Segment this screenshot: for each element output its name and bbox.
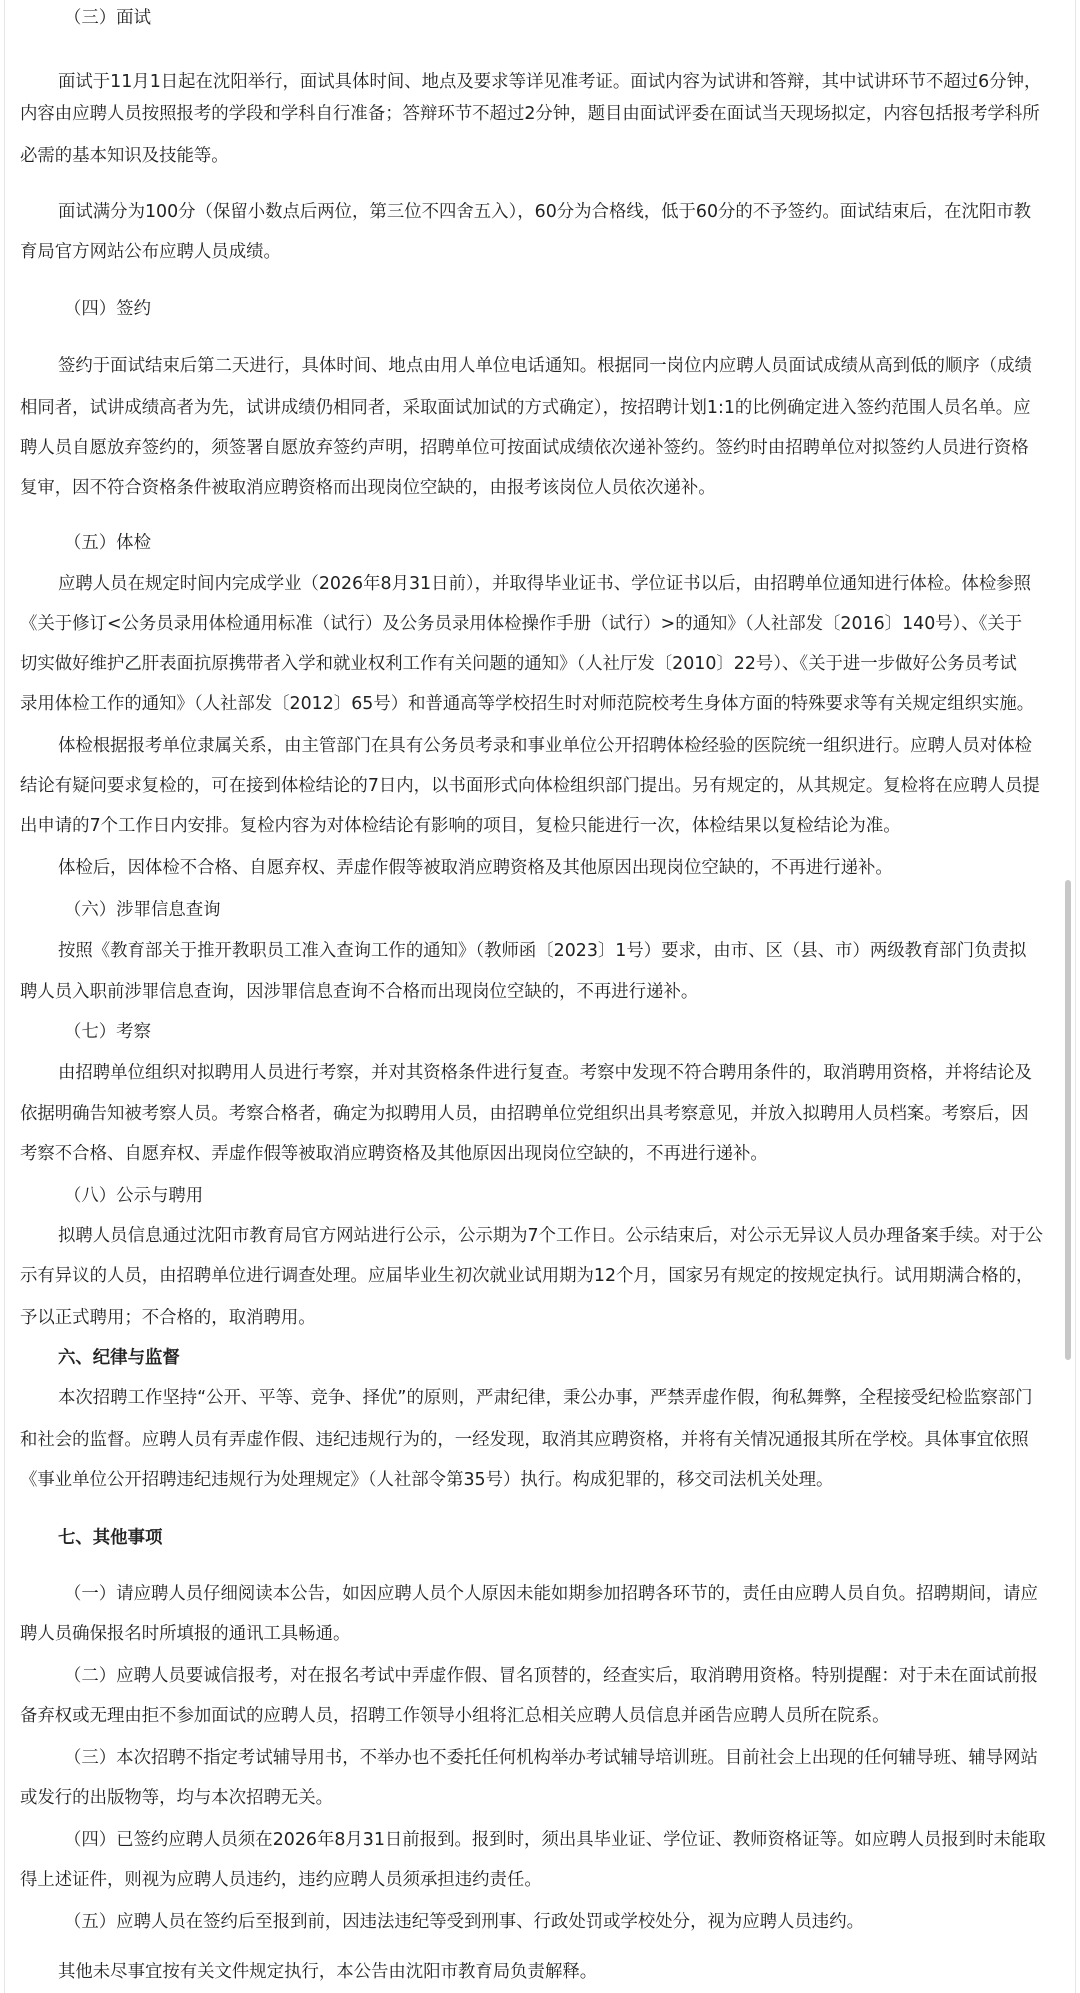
text-line: 复审，因不符合资格条件被取消应聘资格而出现岗位空缺的，由报考该岗位人员依次递补。 [20,478,716,498]
text-line: （一）请应聘人员仔细阅读本公告，如因应聘人员个人原因未能如期参加招聘各环节的，责任由应聘人员自负。招聘期间，请应 [64,1584,1038,1604]
text-line: 育局官方网站公布应聘人员成绩。 [20,242,281,262]
text-line: 予以正式聘用；不合格的，取消聘用。 [20,1308,316,1328]
text-line: （五）应聘人员在签约后至报到前，因违法违纪等受到刑事、行政处罚或学校处分，视为应聘人员违约。 [64,1912,864,1932]
text-line: 切实做好维护乙肝表面抗原携带者入学和就业权利工作有关问题的通知》（人社厅发〔2010〕22号）、《关于进一步做好公务员考试 [20,654,1017,674]
text-line: 体检根据报考单位隶属关系，由主管部门在具有公务员考录和事业单位公开招聘体检经验的医院统一组织进行。应聘人员对体检 [58,736,1032,756]
text-line: 结论有疑问要求复检的，可在接到体检结论的7日内，以书面形式向体检组织部门提出。另有规定的，从其规定。复检将在应聘人员提 [20,776,1040,796]
text-line: （四）已签约应聘人员须在2026年8月31日前报到。报到时，须出具毕业证、学位证、教师资格证等。如应聘人员报到时未能取 [64,1830,1046,1850]
heading-crime-check: （六）涉罪信息查询 [64,900,221,920]
heading-medical-exam: （五）体检 [64,533,151,553]
text-line: 应聘人员在规定时间内完成学业（2026年8月31日前），并取得毕业证书、学位证书以后，由招聘单位通知进行体检。体检参照 [58,574,1032,594]
text-line: 依据明确告知被考察人员。考察合格者，确定为拟聘用人员，由招聘单位党组织出具考察意见，并放入拟聘用人员档案。考察后，因 [20,1104,1029,1124]
text-line: 由招聘单位组织对拟聘用人员进行考察，并对其资格条件进行复查。考察中发现不符合聘用条件的，取消聘用资格，并将结论及 [58,1063,1032,1083]
text-line: 面试于11月1日起在沈阳举行，面试具体时间、地点及要求等详见准考证。面试内容为试讲和答辩，其中试讲环节不超过6分钟， [58,72,1042,92]
text-line: 或发行的出版物等，均与本次招聘无关。 [20,1788,334,1808]
text-line: 签约于面试结束后第二天进行，具体时间、地点由用人单位电话通知。根据同一岗位内应聘人员面试成绩从高到低的顺序（成绩 [58,356,1032,376]
text-line: 必需的基本知识及技能等。 [20,146,229,166]
text-line: （二）应聘人员要诚信报考，对在报名考试中弄虚作假、冒名顶替的，经查实后，取消聘用资格。特别提醒：对于未在面试前报 [64,1666,1038,1686]
text-line: 考察不合格、自愿弃权、弄虚作假等被取消应聘资格及其他原因出现岗位空缺的，不再进行递补。 [20,1144,768,1164]
heading-publicity: （八）公示与聘用 [64,1186,204,1206]
heading-signing: （四）签约 [64,299,151,319]
heading-interview: （三）面试 [64,8,151,28]
heading-other-matters: 七、其他事项 [58,1528,163,1548]
text-line: 本次招聘工作坚持“公开、平等、竞争、择优”的原则，严肃纪律，秉公办事，严禁弄虚作假，徇私舞弊，全程接受纪检监察部门 [58,1388,1033,1408]
text-line: （三）本次招聘不指定考试辅导用书，不举办也不委托任何机构举办考试辅导培训班。目前社会上出现的任何辅导班、辅导网站 [64,1748,1038,1768]
text-line: 备弃权或无理由拒不参加面试的应聘人员，招聘工作领导小组将汇总相关应聘人员信息并函告应聘人员所在院系。 [20,1706,890,1726]
text-line: 聘人员入职前涉罪信息查询，因涉罪信息查询不合格而出现岗位空缺的，不再进行递补。 [20,982,699,1002]
text-line: 面试满分为100分（保留小数点后两位，第三位不四舍五入），60分为合格线，低于60分的不予签约。面试结束后，在沈阳市教 [58,202,1032,222]
page-border-left [4,0,5,1993]
text-line: 聘人员确保报名时所填报的通讯工具畅通。 [20,1624,351,1644]
text-line: 《事业单位公开招聘违纪违规行为处理规定》（人社部令第35号）执行。构成犯罪的，移交司法机关处理。 [20,1470,834,1490]
text-line: 得上述证件，则视为应聘人员违约，违约应聘人员须承担违约责任。 [20,1870,542,1890]
heading-inspection: （七）考察 [64,1022,151,1042]
text-line: 出申请的7个工作日内安排。复检内容为对体检结论有影响的项目，复检只能进行一次，体检结果以复检结论为准。 [20,816,901,836]
text-line: 其他未尽事宜按有关文件规定执行，本公告由沈阳市教育局负责解释。 [58,1962,598,1982]
text-line: 相同者，试讲成绩高者为先，试讲成绩仍相同者，采取面试加试的方式确定），按招聘计划1:1的比例确定进入签约范围人员名单。应 [20,398,1031,418]
text-line: 示有异议的人员，由招聘单位进行调查处理。应届毕业生初次就业试用期为12个月，国家另有规定的按规定执行。试用期满合格的， [20,1266,1034,1286]
text-line: 《关于修订<公务员录用体检通用标准（试行）及公务员录用体检操作手册（试行）>的通知》（人社部发〔2016〕140号）、《关于 [20,614,1023,634]
text-line: 体检后，因体检不合格、自愿弃权、弄虚作假等被取消应聘资格及其他原因出现岗位空缺的，不再进行递补。 [58,858,893,878]
text-line: 聘人员自愿放弃签约的，须签署自愿放弃签约声明，招聘单位可按面试成绩依次递补签约。签约时由招聘单位对拟签约人员进行资格 [20,438,1029,458]
text-line: 按照《教育部关于推开教职员工准入查询工作的通知》（教师函〔2023〕1号）要求，由市、区（县、市）两级教育部门负责拟 [58,941,1027,961]
text-line: 内容由应聘人员按照报考的学段和学科自行准备；答辩环节不超过2分钟，题目由面试评委在面试当天现场拟定，内容包括报考学科所 [20,104,1040,124]
text-line: 录用体检工作的通知》（人社部发〔2012〕65号）和普通高等学校招生时对师范院校考生身体方面的特殊要求等有关规定组织实施。 [20,694,1035,714]
heading-discipline: 六、纪律与监督 [58,1348,180,1368]
text-line: 和社会的监督。应聘人员有弄虚作假、违纪违规行为的，一经发现，取消其应聘资格，并将有关情况通报其所在学校。具体事宜依照 [20,1430,1029,1450]
text-line: 拟聘人员信息通过沈阳市教育局官方网站进行公示，公示期为7个工作日。公示结束后，对公示无异议人员办理备案手续。对于公 [58,1226,1043,1246]
